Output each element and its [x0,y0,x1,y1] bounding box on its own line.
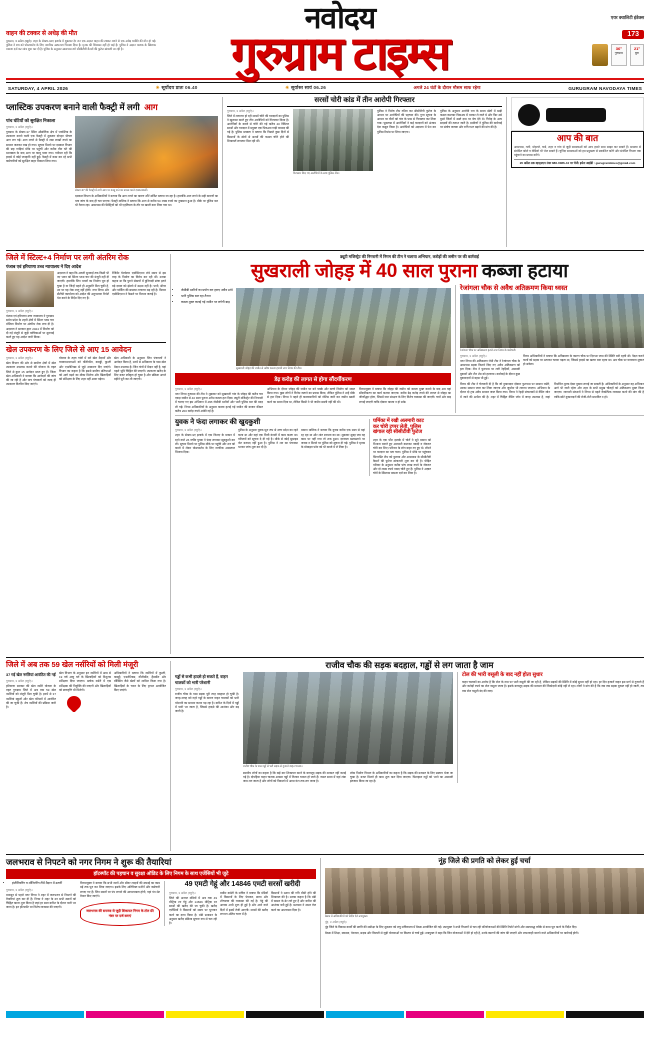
masthead-title: गुरुग्राम टाइम्स [231,27,449,79]
color-swatch-yellow-2 [486,1011,564,1018]
road-col-1 [175,672,239,783]
sunrise-time: 06.40 [185,85,198,90]
road-body-3: लोक निर्माण विभाग के अधिकारियों का कहना है कि सड़क की मरम्मत के लिए प्रस्ताव भेजा जा चुका है। बजट मिलते ही काम शुरू करा दिया जाएगा। फिलहाल गड्ढों को भरने का अस्थायी इंतजाम किया जा रहा है। [350,770,453,783]
rejangla-col-2 [523,354,644,380]
factory-fire-photo-col [75,116,218,207]
sunset-icon: ☀ [285,85,290,90]
bullet-item: • भारी पुलिस बल रहा तैनात [181,294,233,298]
nursery-logo [59,694,111,712]
aap-ki-baat-title: आप की बात [556,133,599,143]
masthead-title-block [156,2,524,79]
main-story-bullets [175,288,233,370]
weather-forecast-note: अगले 24 घंटों के दौरान मौसम साफ रहेगा [413,85,481,90]
rejangla-byline: गुरुग्राम, 3 अप्रैल (ब्यूरो)। [460,353,487,358]
water-body-1: मानसून से पहले नगर निगम ने शहर में जलभराव से निपटने की तैयारियां शुरू कर दी हैं। निगम ने शहर के उन सभी स्थानों को चिह्नित करना शुरू किया है जहां हर साल बारिश के दौरान पानी भर जाता है। इन हॉटस्पॉट पर विशेष व्यवस्था की जाएगी। [6,892,76,910]
bullet-item: • जेसीबी मशीनों का प्रयोग कर हटाए अवैध ढांचे [181,288,233,292]
theft-sidebar-body: शहर के एक पॉश इलाके में चोरों ने सूने मकान को निशाना बनाते हुए अलमारी काटकर नकदी व जेवरात चोरी कर लिए। परिवार के लोग बाहर गए हुए थे। लौटने पर वारदात का पता चला। पुलिस ने मौके पर पहुंचकर फिंगरप्रिंट टीम को बुलाया और आसपास के सीसीटीवी कैमरों की फुटेज खंगालनी शुरू कर दी है। पीड़ित परिवार के अनुसार करीब पांच लाख रुपये के जेवरात और दो लाख रुपये नकद चोरी हुए हैं। पुलिस ने अज्ञात चोरों के खिलाफ मामला दर्ज कर लिया है। [373,437,431,476]
aap-ki-baat-body: आसपास, गली, मोहल्ले, वार्ड, शहर व गांव से जुड़ी समस्याओं को आप हमारे साथ साझा कर सकते हैं। समस्या से संबंधित फोटो व वीडियो भी भेज सकते हैं। चुनिंदा समस्याओं को हम प्रमुखता से प्रकाशित करेंगे और संबंधित विभाग तक पहुंचाने का प्रयास करेंगे। [514,145,641,158]
suicide-body-1: शहर के सेक्टर-9ए इलाके में एक किराए के मकान में रहने वाले 26 वर्षीय युवक ने फंदा लगाकर खुदकुशी कर ली। सूचना मिलने पर पुलिस मौके पर पहुंची और शव को कब्जे में लेकर पोस्टमार्टम के लिए नागरिक अस्पताल भिजवा दिया। [175,433,235,455]
water-col-2 [80,881,160,926]
sunrise-icon: ☀ [155,85,160,90]
rejangla-headline: रेजांगला चौक से अवैध अतिक्रमण किया ध्वस्त [460,284,568,292]
main-story-body-3: निगमायुक्त ने बताया कि जोहड़ की जमीन को कब्जा मुक्त कराने के बाद अब वहां सौंदर्यीकरण का कार्य कराया जाएगा। करीब डेढ़ करोड़ रुपये की लागत से जोहड़ का जीर्णोद्धार होगा, जिसमें जल संरक्षण के लिए विशेष व्यवस्था की जाएगी। चारों ओर बाड़ लगाई जाएगी ताकि दोबारा कब्जा न हो सके। [359,386,451,404]
nursery-headline: जिले में अब तक 59 खेल नर्सरियों को मिली मंजूरी [6,660,139,669]
teaser-title: वाहन की टक्कर से अधेड़ की मौत [6,31,78,37]
main-story-caption: सुखराली जोहड़ की जमीन से अवैध कब्जा हटाती नगर निगम की टीम। [236,366,302,370]
info-strip [6,82,644,94]
story-sukhrali-johad [170,254,644,654]
story-theft-sidebar [369,419,431,476]
masthead-teaser [6,29,156,51]
sunset-label: सूर्यास्त सायं [290,85,312,90]
main-story-photo-wrap [236,288,451,370]
rejangla-col-1 [460,354,520,380]
factory-fire-photo [75,116,218,188]
khel-body-1: खेल विभाग की ओर से ग्रामीण क्षेत्रों में खेल उपकरण उपलब्ध कराने की योजना के तहत जिले से कुल 15 आवेदन प्राप्त हुए हैं। जिला खेल अधिकारी ने बताया कि आवेदनों की जांच की जा रही है और पात्र पंचायतों को जल्द ही उपकरण वितरित किए जाएंगे। [6,361,56,387]
nursery-col-2 [59,671,111,712]
factory-fire-lead-col [6,116,72,207]
khel-body-2: योजना के तहत गांवों में बने खेल मैदानों और व्यायामशालाओं को वॉलीबॉल, कबड्डी, कुश्ती और एथलेटिक्स से जुड़े उपकरण दिए जाएंगे। विभाग का कहना है कि इससे ग्रामीण प्रतिभाओं को आगे बढ़ने का मौका मिलेगा और खिलाड़ियों को प्रशिक्षण के लिए शहर नहीं आना पड़ेगा। [59,356,111,382]
color-swatch-black-2 [566,1011,644,1018]
nuh-meeting-photo [325,868,644,914]
nuh-byline: नूंह, 3 अप्रैल (ब्यूरो)। [325,919,348,924]
section-divider-3 [6,854,644,855]
photo-texture [243,672,453,764]
suicide-byline: गुरुग्राम, 3 अप्रैल (ब्यूरो)। [175,428,202,433]
wheat-body-3: किसानों ने उठान की गति धीमी होने की शिकायत की है। उनका कहना है कि मंडी में फसल के ढेर लगे हुए हैं और बारिश की आशंका बनी हुई है। प्रशासन ने उठान तेज करने का आश्वासन दिया है। [271,890,316,912]
heart-icon [64,694,84,712]
road-byline: गुरुग्राम, 3 अप्रैल (ब्यूरो)। [175,687,202,692]
court-gavel-photo [6,271,54,307]
left-column-stack [6,254,166,654]
weather-cell [630,44,644,66]
water-byline: गुरुग्राम, 3 अप्रैल (ब्यूरो)। [6,887,33,892]
stilt-body-3: रेजिडेंट वेलफेयर एसोसिएशन लंबे समय से इस तरह के निर्माण का विरोध कर रही थीं। उनका कहना था कि पुराने सेक्टरों में बुनियादी ढांचा इतने बड़े दबाव को झेलने में सक्षम नहीं है। पानी, सीवर और पार्किंग की समस्या लगातार बढ़ रही है। बिल्डर एसोसिएशन ने फैसले पर निराशा जताई है। [112,271,166,297]
water-bullets [6,881,76,885]
main-body-col-3 [359,387,451,413]
factory-fire-body-1: गुरुग्राम के सेक्टर-37 स्थित औद्योगिक क्षेत्र में प्लास्टिक के उपकरण बनाने वाली एक फैक्ट्री में शुक्रवार दोपहर भीषण आग लग गई। आग लगने से फैक्ट्री में रखा लाखों रुपये का सामान जलकर राख हो गया। सूचना मिलने पर दमकल विभाग की छह गाड़ियां मौके पर पहुंचीं और करीब तीन घंटे की मशक्कत के बाद आग पर काबू पाया गया। गनीमत रही कि हादसे में कोई जनहानि नहीं हुई। फैक्ट्री में काम कर रहे सभी कर्मचारियों को सुरक्षित बाहर निकाल लिया गया। [6,130,72,164]
main-body-col-2 [267,387,355,413]
story-sports-nursery [6,661,166,851]
factory-fire-subhead: पांच घंटियों को सुरक्षित निकाला [6,118,56,123]
stilt-photo-col [6,271,54,339]
weather-row [524,44,644,66]
state-emblem-icon [592,44,608,66]
story-suicide [175,419,365,476]
mustard-body-1: जिले में लगातार हो रही सरसों चोरी की वारदातों का पुलिस ने खुलासा करते हुए तीन आरोपियों को गिरफ्तार किया है। आरोपियों के कब्जे से चोरी की गई करीब 40 क्विंटल सरसों और वारदात में प्रयुक्त एक पिकअप गाड़ी बरामद की गई है। पुलिस प्रवक्ता ने बताया कि पिछले कुछ दिनों से किसानों के खेतों से सरसों की फसल चोरी होने की शिकायतें लगातार मिल रही थीं। [227,113,289,143]
factory-fire-headline-part1: प्लास्टिक उपकरण बनाने वाली फैक्ट्री में लगी [6,102,140,112]
main-story-left [175,285,451,413]
stilt-body-1: पंजाब एवं हरियाणा उच्च न्यायालय ने गुरुग्राम समेत प्रदेश के शहरी क्षेत्रों में स्टिल्ट प्लस चार मंजिला निर्माण पर अंतरिम रोक लगा दी है। अदालत ने सरकार द्वारा 2024 में निर्माण को दी गई मंजूरी से जुड़ी याचिकाओं पर सुनवाई करते हुए यह आदेश जारी किया। [6,314,54,340]
suicide-body-2: पुलिस के अनुसार युवक मूल रूप से उत्तर प्रदेश का रहने वाला था और यहां एक निजी कंपनी में काम करता था। परिजनों को सूचना दे दी गई है। मौके से कोई सुसाइड नोट बरामद नहीं हुआ है। पुलिस ने शव का पंचनामा भरकर जांच शुरू कर दी है। [238,428,298,450]
khel-col-1 [6,356,56,386]
mustard-theft-photo [293,109,373,171]
rejangla-body-long: निगम की टीम ने चेतावनी दी है कि जो दुकानदार दोबारा फुटपाथ पर सामान रखेंगे, उनका सामान जब्त कर लिया जाएगा और जुर्माना भी लगाया जाएगा। अभियान के दौरान दो ट्रक अवैध सामान जब्त किया गया। निगम ने रेहड़ी संचालकों से वेंडिंग जोन में जाने की अपील की है। शहर में चिह्नित वेंडिंग जोन में जगह उपलब्ध है, जहां निर्धारित शुल्क देकर दुकान लगाई जा सकती है। अधिकारियों के अनुसार यह अभियान आगे भी जारी रहेगा और शहर के सभी प्रमुख चौराहों को अतिक्रमण मुक्त किया जाएगा। व्यापारी संगठनों ने निगम से पहले वैकल्पिक व्यवस्था करने की मांग की है ताकि छोटे दुकानदारों की रोजी-रोटी प्रभावित न हो। [460,381,644,399]
factory-fire-body-2: दमकल विभाग के अधिकारियों ने बताया कि आग लगने का कारण शॉर्ट सर्किट बताया जा रहा है। हालांकि आग लगने के सही कारणों का पता जांच के बाद ही चल पाएगा। फैक्ट्री मालिक ने बताया कि आग से करीब 50 लाख रुपये का नुकसान हुआ है। मौके पर पुलिस बल भी तैनात रहा। आसपास की फैक्ट्रियों को भी एहतियात के तौर पर खाली करा लिया गया था। [75,194,218,207]
aqi-label: एयर क्वालिटी इंडेक्स [610,14,644,20]
stilt-body-2: अदालत ने कहा कि अगली सुनवाई तक किसी भी नए भवन को स्टिल्ट प्लस चार की मंजूरी नहीं दी जाएगी। हालांकि जिन भवनों का निर्माण पूरा हो चुका है या जिन्हें पहले ही अनुमति मिल चुकी है, उन पर यह रोक लागू नहीं होगी। नगर निगम और डीटीपी कार्यालय को आदेश की अनुपालना रिपोर्ट पेश करने के निर्देश दिए गए हैं। [57,271,109,301]
main-body-col-1 [175,387,263,413]
mustard-col-3 [440,109,502,175]
factory-fire-headline-part2: आग [144,102,158,112]
color-registration-bar [6,1011,644,1018]
stilt-col-2 [57,271,109,339]
stilt-headline: जिले में स्टिल्ट+4 निर्माण पर लगी अंतरिम रोक [6,253,129,262]
story-wheat [164,881,316,926]
story-nuh [320,858,644,1008]
road-body-2: स्थानीय लोगों का कहना है कि कई बार शिकायत करने के बावजूद सड़क की मरम्मत नहीं कराई गई है। दोपहिया वाहन चालक अक्सर गड्ढों में गिरकर घायल हो जाते हैं। व्यस्त समय में यहां लंबा जाम लग जाता है और लोगों को निकलने में आधा घंटा तक लग जाता है। [243,770,346,783]
aap-ki-baat-box[interactable] [506,97,644,247]
nursery-col-3 [114,671,166,712]
road-col-2 [243,771,346,784]
suicide-col-3 [301,428,365,454]
factory-fire-byline: गुरुग्राम, 3 अप्रैल (ब्यूरो)। [6,125,33,129]
stilt-byline: गुरुग्राम, 3 अप्रैल (ब्यूरो)। [6,309,33,313]
mustard-col-1 [227,109,289,175]
wheat-headline: 49 एमटी गेहूं और 14846 एमटी सरसों खरीदी [184,881,301,889]
weather-temp: 36° [615,45,622,51]
photo-texture [460,294,644,348]
photo-texture [236,288,451,366]
road-subhead: गड्ढों से कभी हादसे हो सकते हैं, वाहन चालकों को भारी परेशानी [175,674,228,686]
suicide-headline: युवक ने फंदा लगाकर की खुदकुशी [175,418,261,426]
story-factory-fire [6,97,218,247]
nuh-body-1: नूंह जिले के विकास कार्यों की प्रगति की समीक्षा के लिए शुक्रवार को लघु सचिवालय में बैठक आयोजित की गई। उपायुक्त ने सभी विभागों से चल रही परियोजनाओं की स्थिति रिपोर्ट मांगी और समयबद्ध तरीके से काम पूरा करने के निर्देश दिए। [325,924,578,929]
mustard-col-2 [377,109,436,175]
wheat-col-1 [169,891,217,925]
wheat-col-2 [220,891,268,925]
road-body-1: राजीव चौक के पास सड़क पूरी तरह बदहाल हो चुकी है। जगह-जगह बने गहरे गड्ढों के कारण वाहन चालकों को भारी परेशानी का सामना करना पड़ रहा है। बारिश के दिनों में गड्ढों में पानी भर जाता है, जिससे हादसे की आशंका और बढ़ जाती है। [175,692,239,713]
silhouette-head-icon [518,104,540,126]
photo-highlight [6,271,54,307]
water-band: हॉटस्पॉट की पहचान व सुरक्षा ऑडिट के लिए निगम के साथ एजेंसियों भी जुटे [6,869,316,879]
suicide-col-1 [175,428,235,454]
section-divider-2 [6,657,644,658]
nursery-byline: गुरुग्राम, 3 अप्रैल (ब्यूरो)। [6,679,33,683]
nursery-col-1 [6,671,56,712]
weather-city: गुरुग्राम [614,50,623,55]
aap-ki-baat-card [511,131,644,168]
nuh-headline: नूंह जिले की प्रगति को लेकर हुई चर्चा [438,858,531,865]
weather-temp: 21° [633,45,640,51]
rejangla-caption: रेजांगला चौक पर अतिक्रमण हटाते नगर निगम के कर्मचारी। [460,348,517,352]
wheat-col-3 [271,891,316,925]
publication-date: SATURDAY, 4 APRIL 2026 [8,85,69,91]
mustard-theft-headline: सरसों चोरी कांड में तीन आरोपी गिरफ्तार [227,97,502,107]
nuh-body-2: बैठक में शिक्षा, स्वास्थ्य, पेयजल, सड़क और बिजली से जुड़ी योजनाओं पर विस्तार से चर्चा हुई। उपायुक्त ने कहा कि जिन योजनाओं में देरी हो रही है, उनके कारणों की जांच की जाएगी और लापरवाही बरतने वाले अधिकारियों पर कार्रवाई होगी। [325,931,579,936]
khel-body-3: खेल अधिकारी के अनुसार जिन पंचायतों ने आवेदन किया है, उनमें से अधिकतर के पास खेल मैदान उपलब्ध है। जिन गांवों में मैदान नहीं है, वहां पहले भूमि चिह्नित की जाएगी। उपकरण खरीद के लिए बजट स्वीकृत हो चुका है और प्रक्रिया अगले महीने पूरी कर ली जाएगी। [114,356,166,382]
sunrise-label: सूर्योदय प्रातः [161,85,184,90]
main-story-body-1: नगर निगम गुरुग्राम की टीम ने शुक्रवार को सुखराली गांव के जोहड़ की करीब चार एकड़ जमीन से 40 साल पुराना अवैध कब्जा हटा दिया। ड्यूटी मजिस्ट्रेट की निगरानी में चलाए गए इस अभियान में आठ जेसीबी मशीनों और भारी पुलिस बल की मदद ली गई। निगम अधिकारियों के अनुसार कब्जा हटाई गई जमीन की बाजार कीमत करीब 200 करोड़ रुपये आंकी गई है। [175,391,263,413]
wheat-byline: गुरुग्राम, 3 अप्रैल (ब्यूरो)। [169,890,196,895]
masthead-weather-block [524,15,644,66]
masthead [6,4,644,80]
left-divider-1 [6,342,166,343]
sunset-info [285,85,326,91]
road-photo-col [243,672,453,783]
sunrise-info [156,85,198,91]
road-sidebar-headline: टोल की भारी वसूली के बाद नहीं होता सुधार [462,672,543,679]
mustard-photo-col [293,109,373,175]
lower-section [6,661,644,851]
main-story-byline: गुरुग्राम, 3 अप्रैल (ब्यूरो)। [175,386,202,391]
road-sidebar-body: वाहन चालकों का आरोप है कि टोल के नाम पर भारी वसूली की जा रही है, लेकिन सड़कों की स्थिति में कोई सुधार नहीं हो रहा। हर दिन हजारों वाहन इस मार्ग से गुजरते हैं और करोड़ों रुपये का टोल वसूला जाता है। इसके बावजूद सड़क की मरम्मत की जिम्मेदारी कोई नहीं ले रहा। लोगों ने मांग की है कि जब तक सड़क दुरुस्त नहीं हो जाती, तब तक टोल वसूली बंद की जाए। [462,680,644,693]
rejangla-body-2: निगम अधिकारियों ने बताया कि अतिक्रमण के कारण चौक पर दिनभर जाम की स्थिति बनी रहती थी। पैदल चलने वालों को सड़क पर उतरकर चलना पड़ता था, जिससे हादसे का खतरा बना रहता था। अब चौक पर यातायात सुचारु हो सकेगा। [523,353,644,367]
photo-texture [325,868,644,914]
nursery-subhead: 37 गई खेल नर्सरियां आवंटित की गईं [6,673,56,677]
wheat-body-2: मार्केट कमेटी के सचिव ने बताया कि मंडियों में किसानों के लिए पेयजल, छाया और शौचालय की व्यवस्था की गई है। गेहूं की आवक अभी शुरू ही हुई है और आने वाले दिनों में इसमें तेजी आएगी। सरसों की खरीद लगभग अंतिम चरण में है। [220,890,268,916]
sunset-time: 06.26 [313,85,326,90]
suicide-body-3: मकान मालिक ने बताया कि युवक करीब एक साल से यहां रह रहा था और शांत स्वभाव का था। शुक्रवार सुबह जब वह काम पर नहीं गया तो शक हुआ। दरवाजा खटखटाने पर जवाब न मिलने पर पुलिस को सूचना दी गई। पुलिस ने मृतक के मोबाइल फोन को भी कब्जे में ले लिया है। [301,428,365,450]
aap-ki-baat-contact: 20 अप्रैल तक व्हाट्सएप नंबर 886-0086-44 पर भेजें। इमेल आईडी : gurugramtimes@gmail.com [514,159,641,165]
mustard-byline: गुरुग्राम, 3 अप्रैल (ब्यूरो)। [227,108,254,113]
mustard-body-2: पुलिस ने विशेष टीम गठित कर सीसीटीवी फुटेज के आधार पर आरोपियों की पहचान की। गुप्त सूचना के आधार पर तीनों को गांव के पास से गिरफ्तार कर लिया गया। पूछताछ में आरोपियों ने कई वारदातों को अंजाम देना कबूल किया है। आरोपियों को अदालत में पेश कर पुलिस रिमांड पर लिया जाएगा। [377,108,436,134]
weather-city: बुरा [634,50,639,55]
color-swatch-magenta [86,1011,164,1018]
main-story-sub-band: डेढ़ करोड़ की लागत से होगा सौंदर्यीकरण [175,373,451,385]
suicide-row [175,419,644,476]
brand-name-english: GURUGRAM NAVODAYA TIMES [568,85,642,91]
water-headline: जलभराव से निपटने को नगर निगम ने शुरू की तैयारियां [6,857,172,867]
nursery-body-3: अधिकारियों ने बताया कि नर्सरियों में कुश्ती, कबड्डी, एथलेटिक्स, वॉलीबॉल, हैंडबॉल और बॉक्सिंग जैसे खेलों को शामिल किया गया है। खिलाड़ियों के चयन के लिए ट्रायल आयोजित किए जाएंगे। [114,671,166,692]
bottom-section [6,858,644,1008]
nursery-body-2: खेल विभाग के अनुसार इन नर्सरियों में आठ से 19 वर्ष आयु वर्ग के खिलाड़ियों को निशुल्क प्रशिक्षण दिया जाएगा। प्रत्येक नर्सरी में एक प्रशिक्षक की नियुक्ति की जाएगी और खिलाड़ियों को छात्रवृत्ति भी मिलेगी। [59,671,111,692]
khel-col-3 [114,356,166,386]
factory-fire-headline [6,97,218,115]
silhouette-body-icon [546,108,606,122]
main-story-kicker: ड्यूटी मजिस्ट्रेट की निगरानी में निगम की टीम ने चलाया अभियान, करोड़ों की जमीन पर की कार्रवाई [340,254,479,259]
color-swatch-cyan [6,1011,84,1018]
main-story-body-2: अभियान के दौरान जोहड़ की जमीन पर बने पक्के और कच्चे निर्माण को ध्वस्त किया गया। कुछ लोगों ने विरोध जताने का प्रयास किया, लेकिन पुलिस ने उन्हें मौके से हटा दिया। निगम ने पहले ही कब्जाधारियों को नोटिस जारी कर जमीन खाली करने का समय दिया था, लेकिन किसी ने भी जमीन खाली नहीं की थी। [267,386,355,404]
story-mustard-theft [222,97,502,247]
water-col-1 [6,881,76,926]
stilt-col-3 [112,271,166,339]
main-story-headline [175,262,644,283]
main-section-divider [175,415,644,416]
road-potholes-photo [243,672,453,764]
top-section [6,97,644,247]
nuh-caption: बैठक में अधिकारियों को निर्देश देते उपायुक्त। [325,914,368,918]
middle-section [6,254,644,654]
road-caption: राजीव चौक के पास गड्ढों से भरी सड़क से गुजरते वाहन चालक। [243,765,303,769]
water-body-2: निगमायुक्त ने बताया कि सभी नालों और सीवर लाइनों की सफाई का काम मई तक पूरा कर लिया जाएगा। इसके लिए अतिरिक्त मशीनें और कर्मचारी लगाए गए हैं। जिन स्थानों पर पंप लगाने की आवश्यकता होगी, वहां पंप सेट तैनात किए जाएंगे। [80,881,160,898]
mustard-caption: गिरफ्तार किए गए आरोपियों के साथ पुलिस टीम। [293,171,340,175]
main-headline-part1: सुखराली जोहड़ में 40 साल पुराना [250,261,478,282]
johad-demolition-photo [236,288,451,366]
teaser-body: गुरुग्राम, 3 अप्रैल (ब्यूरो)। शहर के सेक्टर-10ए इलाके में शुक्रवार देर रात एक अज्ञात वाहन की टक्कर लगने से एक अधेड़ व्यक्ति की मौत हो गई। पुलिस ने शव को पोस्टमार्टम के लिए नागरिक अस्पताल भिजवा दिया है। मृतक की शिनाख्त नहीं हो पाई है। पुलिस ने अज्ञात चालक के खिलाफ मामला दर्ज कर जांच शुरू कर दी है। पुलिस के अनुसार आसपास लगे सीसीटीवी कैमरों की फुटेज खंगाली जा रही है। [6,39,156,51]
factory-fire-caption: सेक्टर-37 की फैक्ट्री में लगी आग पर काबू पाने का प्रयास करते दमकलकर्मी। [75,189,148,192]
water-ad-note: जलभराव की समस्या से जुड़ी शिकायत निगम के टोल फ्री नंबर पर दर्ज कराएं [80,902,160,926]
rejangla-photo [460,294,644,348]
khel-byline: गुरुग्राम, 3 अप्रैल (ब्यूरो)। [6,356,33,361]
masthead-sub-brand: नवोदय [304,2,376,35]
story-waterlogging [6,858,316,1008]
main-headline-part2: कब्जा हटाया [481,261,569,282]
color-swatch-yellow [166,1011,244,1018]
road-headline: राजीव चौक की सड़क बदहाल, गड्ढों से लग जाता है जाम [325,660,494,670]
weather-cell [611,44,627,66]
bullet-item: • इंजीनियरिंग व मॉनिटरिंग टीमें मैदान में उतारीं [12,881,76,885]
color-swatch-magenta-2 [406,1011,484,1018]
bullet-item: • कब्जा मुक्त कराई गई जमीन पर लगेगी बाड़ [181,300,233,304]
nursery-body-1: हरियाणा सरकार की खेल नर्सरी योजना के तहत गुरुग्राम जिले में अब तक 59 खेल नर्सरियों को मंजूरी मिल चुकी है। इनमें से 37 नर्सरियां स्कूलों और खेल परिसरों में आवंटित की जा चुकी हैं। शेष नर्सरियों की प्रक्रिया जारी है। [6,684,56,710]
khel-col-2 [59,356,111,386]
wheat-body-1: जिले की अनाज मंडियों में अब तक 49 मीट्रिक टन गेहूं और 14846 मीट्रिक टन सरसों की खरीद की जा चुकी है। खरीद एजेंसियों ने किसानों को समय पर भुगतान करने का दावा किया है। मंडी प्रशासन के अनुसार खरीद प्रक्रिया सुचारु रूप से चल रही है। [169,895,217,925]
bullet-list [175,288,233,305]
fire-glow [75,116,218,188]
aap-ki-baat-illustration [511,97,644,131]
aqi-value: 173 [622,30,644,39]
rejangla-body-1: नगर निगम की अतिक्रमण रोधी टीम ने रेजांगला चौक के आसपास सड़क किनारे किए गए अवैध अतिक्रमण को हटा दिया। टीम ने फुटपाथ पर लगी रेहड़ियों, अस्थायी दुकानों और टीन शेड को हटवाया। कार्रवाई के दौरान कुछ दुकानदारों से बहस भी हुई। [460,358,520,380]
road-sidebar [457,672,644,783]
story-rejangla [455,285,644,413]
theft-sidebar-headline: घर्मिका में रखी अलमारी काट कर चोरी टप्पर लेती, पुलिस खंगाल रही सीसीटीवी फुटेज [373,417,424,436]
color-swatch-black [246,1011,324,1018]
road-col-3 [350,771,453,784]
color-swatch-cyan-2 [326,1011,404,1018]
suicide-col-2 [238,428,298,454]
stilt-subhead: पंजाब एवं हरियाणा उच्च न्यायालय ने दिए आदेश [6,264,82,269]
story-road [170,661,644,851]
section-divider [6,250,644,251]
khel-headline: खेल उपकरण के लिए जिले से आए 15 आवेदन [6,345,132,355]
photo-texture [293,109,373,171]
mustard-body-3: पुलिस के अनुसार आरोपी रात के समय खेतों में खड़ी फसल काटकर पिकअप में भरकर ले जाते थे और फिर उसे दूसरे जिलों में सस्ते दाम पर बेच देते थे। गिरोह के अन्य सदस्यों की तलाश जारी है। ग्रामीणों ने पुलिस की कार्रवाई पर संतोष जताया और रात्रि गश्त बढ़ाने की मांग की है। [440,108,502,130]
